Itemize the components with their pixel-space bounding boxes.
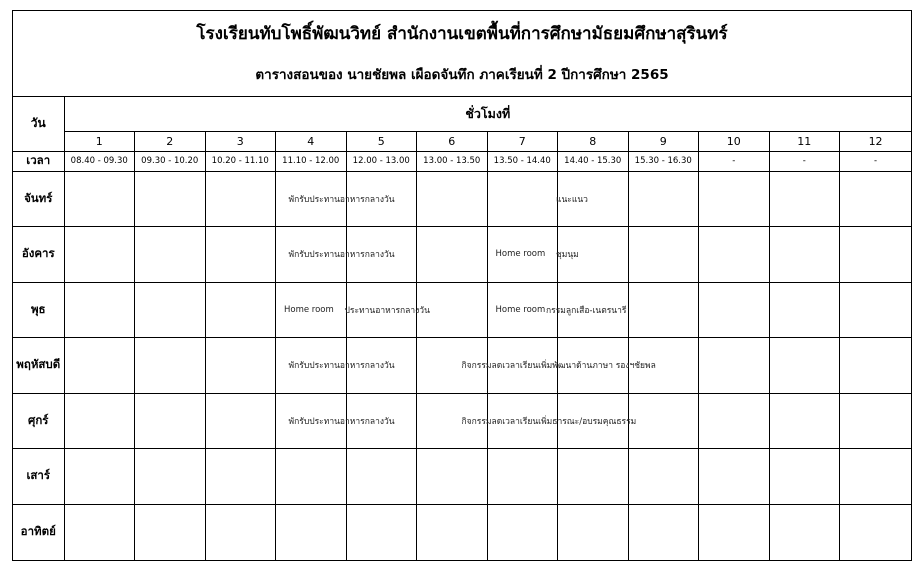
period-number: 1 <box>64 131 135 151</box>
period-time: - <box>840 151 912 171</box>
day-label: อาทิตย์ <box>13 504 64 560</box>
schedule-cell <box>64 393 135 449</box>
title-block <box>13 11 911 97</box>
period-number: 8 <box>558 131 629 151</box>
schedule-cell <box>558 171 629 227</box>
day-label: พุธ <box>13 282 64 338</box>
day-row <box>13 282 911 338</box>
schedule-subtitle: ตารางสอนของ นายชัยพล เผือดจันทึก ภาคเรียนที่ 2 ปีการศึกษา 2565 <box>255 67 669 83</box>
schedule-cell <box>135 171 206 227</box>
schedule-cell <box>64 504 135 560</box>
schedule-cell <box>769 338 840 394</box>
class-entry: Home room <box>495 304 546 315</box>
timetable <box>13 97 911 560</box>
schedule-cell <box>840 338 912 394</box>
schedule-cell <box>546 282 629 338</box>
day-header: วัน <box>13 97 64 151</box>
class-entry: กิจกรรมลดเวลาเรียนเพิ่มพัฒนาด้านภาษา รองฯชัยพล <box>461 361 656 372</box>
schedule-cell <box>205 393 276 449</box>
schedule-cell <box>628 393 699 449</box>
schedule-cell <box>699 338 770 394</box>
day-row <box>13 504 911 560</box>
schedule-cell <box>628 171 699 227</box>
schedule-cell <box>64 449 135 505</box>
schedule-cell <box>288 338 417 394</box>
class-entry: ประทานอาหารกลางวัน <box>344 305 430 316</box>
class-entry: แนะแนว <box>556 194 588 205</box>
schedule-cell <box>699 393 770 449</box>
period-time: 10.20 - 11.10 <box>205 151 276 171</box>
schedule-cell <box>135 227 206 283</box>
schedule-cell <box>699 227 770 283</box>
schedule-cell <box>840 227 912 283</box>
period-number: 7 <box>487 131 558 151</box>
schedule-cell <box>205 171 276 227</box>
schedule-cell <box>628 227 699 283</box>
timetable-sheet <box>12 10 912 561</box>
period-number: 9 <box>628 131 699 151</box>
period-number: 4 <box>276 131 347 151</box>
schedule-cell <box>135 449 206 505</box>
schedule-cell <box>417 171 488 227</box>
day-row <box>13 393 911 449</box>
schedule-cell <box>558 393 629 449</box>
schedule-cell <box>487 449 558 505</box>
class-entry: พักรับประทานอาหารกลางวัน <box>288 250 395 261</box>
schedule-cell <box>288 227 417 283</box>
schedule-cell <box>276 282 347 338</box>
period-number: 2 <box>135 131 206 151</box>
period-time: - <box>769 151 840 171</box>
schedule-cell <box>558 449 629 505</box>
schedule-cell <box>288 393 417 449</box>
schedule-cell <box>344 282 430 338</box>
class-entry: Home room <box>284 304 334 315</box>
period-number: 5 <box>346 131 417 151</box>
period-time: 13.00 - 13.50 <box>417 151 488 171</box>
time-label: เวลา <box>13 151 64 171</box>
day-label: เสาร์ <box>13 449 64 505</box>
period-number: 12 <box>840 131 912 151</box>
schedule-cell <box>840 504 912 560</box>
schedule-cell <box>769 449 840 505</box>
schedule-cell <box>64 227 135 283</box>
period-number: 11 <box>769 131 840 151</box>
schedule-cell <box>205 282 276 338</box>
period-time: 14.40 - 15.30 <box>558 151 629 171</box>
schedule-cell <box>276 449 347 505</box>
schedule-cell <box>288 171 417 227</box>
class-entry: ชุมนุม <box>556 250 579 261</box>
class-entry: กิจกรรมลดเวลาเรียนเพิ่มธารณะ/อบรมคุณธรรม <box>461 416 637 427</box>
schedule-cell <box>487 504 558 560</box>
time-row <box>13 151 911 171</box>
period-header: ชั่วโมงที่ <box>64 97 911 131</box>
schedule-cell <box>135 338 206 394</box>
period-time: - <box>699 151 770 171</box>
schedule-cell <box>840 282 912 338</box>
schedule-cell <box>558 227 629 283</box>
schedule-cell <box>135 504 206 560</box>
schedule-cell <box>205 449 276 505</box>
class-entry: กรรมลูกเสือ-เนตรนารี <box>546 305 627 316</box>
day-label: พฤหัสบดี <box>13 338 64 394</box>
day-row <box>13 338 911 394</box>
schedule-cell <box>205 227 276 283</box>
schedule-cell <box>769 227 840 283</box>
schedule-cell <box>417 227 488 283</box>
schedule-cell <box>628 504 699 560</box>
schedule-cell <box>628 282 699 338</box>
period-time: 13.50 - 14.40 <box>487 151 558 171</box>
period-time: 08.40 - 09.30 <box>64 151 135 171</box>
day-row <box>13 227 911 283</box>
schedule-cell <box>346 504 417 560</box>
period-time: 09.30 - 10.20 <box>135 151 206 171</box>
schedule-cell <box>135 393 206 449</box>
day-row <box>13 171 911 227</box>
schedule-cell <box>64 171 135 227</box>
schedule-cell <box>840 393 912 449</box>
schedule-cell <box>769 282 840 338</box>
schedule-cell <box>346 449 417 505</box>
class-entry: พักรับประทานอาหารกลางวัน <box>288 194 395 205</box>
schedule-cell <box>769 171 840 227</box>
schedule-cell <box>64 338 135 394</box>
period-number-row <box>13 131 911 151</box>
day-label: อังคาร <box>13 227 64 283</box>
schedule-cell <box>769 504 840 560</box>
schedule-cell <box>487 171 558 227</box>
day-label: จันทร์ <box>13 171 64 227</box>
schedule-cell <box>205 338 276 394</box>
schedule-cell <box>487 227 558 283</box>
schedule-cell <box>417 282 488 338</box>
schedule-cell <box>417 449 488 505</box>
schedule-cell <box>840 449 912 505</box>
day-row <box>13 449 911 505</box>
schedule-cell <box>205 504 276 560</box>
schedule-cell <box>558 504 629 560</box>
schedule-cell <box>558 338 629 394</box>
school-title: โรงเรียนทับโพธิ์พัฒนวิทย์ สำนักงานเขตพื้นที่การศึกษามัธยมศึกษาสุรินทร์ <box>196 24 728 44</box>
schedule-cell <box>276 504 347 560</box>
schedule-cell <box>628 338 699 394</box>
schedule-cell <box>840 171 912 227</box>
schedule-cell <box>64 282 135 338</box>
schedule-cell <box>769 393 840 449</box>
schedule-cell <box>461 393 637 449</box>
day-label: ศุกร์ <box>13 393 64 449</box>
class-entry: พักรับประทานอาหารกลางวัน <box>288 416 395 427</box>
period-number: 10 <box>699 131 770 151</box>
period-time: 12.00 - 13.00 <box>346 151 417 171</box>
period-number: 6 <box>417 131 488 151</box>
period-time: 11.10 - 12.00 <box>276 151 347 171</box>
period-number: 3 <box>205 131 276 151</box>
schedule-cell <box>699 504 770 560</box>
schedule-cell <box>628 449 699 505</box>
schedule-cell <box>699 282 770 338</box>
class-entry: พักรับประทานอาหารกลางวัน <box>288 361 395 372</box>
schedule-cell <box>699 449 770 505</box>
schedule-cell <box>417 504 488 560</box>
schedule-cell <box>135 282 206 338</box>
period-time: 15.30 - 16.30 <box>628 151 699 171</box>
class-entry: Home room <box>495 249 546 260</box>
schedule-cell <box>461 338 656 394</box>
schedule-cell <box>699 171 770 227</box>
